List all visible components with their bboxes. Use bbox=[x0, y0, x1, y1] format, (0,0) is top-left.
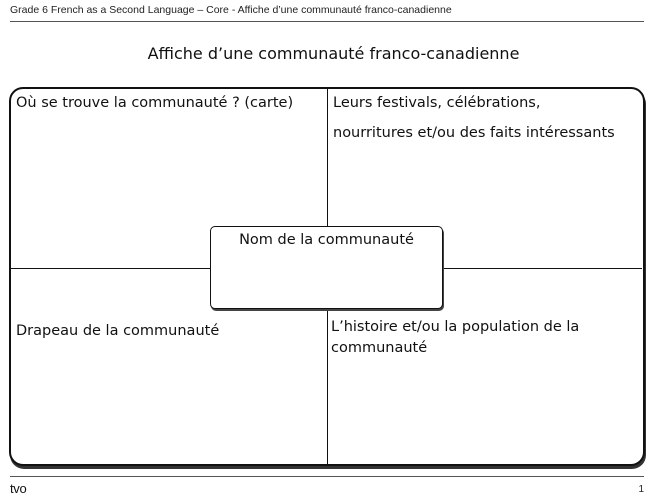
cell-flag-line: Drapeau de la communauté bbox=[16, 323, 220, 339]
page-number: 1 bbox=[638, 484, 644, 495]
cell-history-line-2: communauté bbox=[331, 340, 428, 356]
cell-festivals-food-facts bbox=[333, 88, 615, 148]
cell-festivals-line-2: nourritures et/ou des faits intéressants bbox=[333, 125, 615, 141]
cell-location-map bbox=[16, 88, 293, 118]
footer-divider bbox=[10, 476, 644, 477]
cell-festivals-line-1: Leurs festivals, célébrations, bbox=[333, 95, 541, 111]
document-header: Grade 6 French as a Second Language – Core - Affiche d’une communauté franco-canadienne bbox=[10, 4, 452, 16]
poster-title: Affiche d’une communauté franco-canadienne bbox=[147, 44, 520, 63]
cell-flag bbox=[16, 316, 219, 346]
header-divider bbox=[10, 21, 644, 22]
tvo-logo: tvo bbox=[10, 481, 27, 496]
community-name-box bbox=[210, 226, 443, 309]
community-name-label: Nom de la communauté bbox=[239, 232, 414, 248]
cell-history-population bbox=[331, 317, 579, 359]
cell-history-line-1: L’histoire et/ou la population de la bbox=[331, 319, 580, 335]
cell-location-map-line: Où se trouve la communauté ? (carte) bbox=[16, 95, 294, 111]
